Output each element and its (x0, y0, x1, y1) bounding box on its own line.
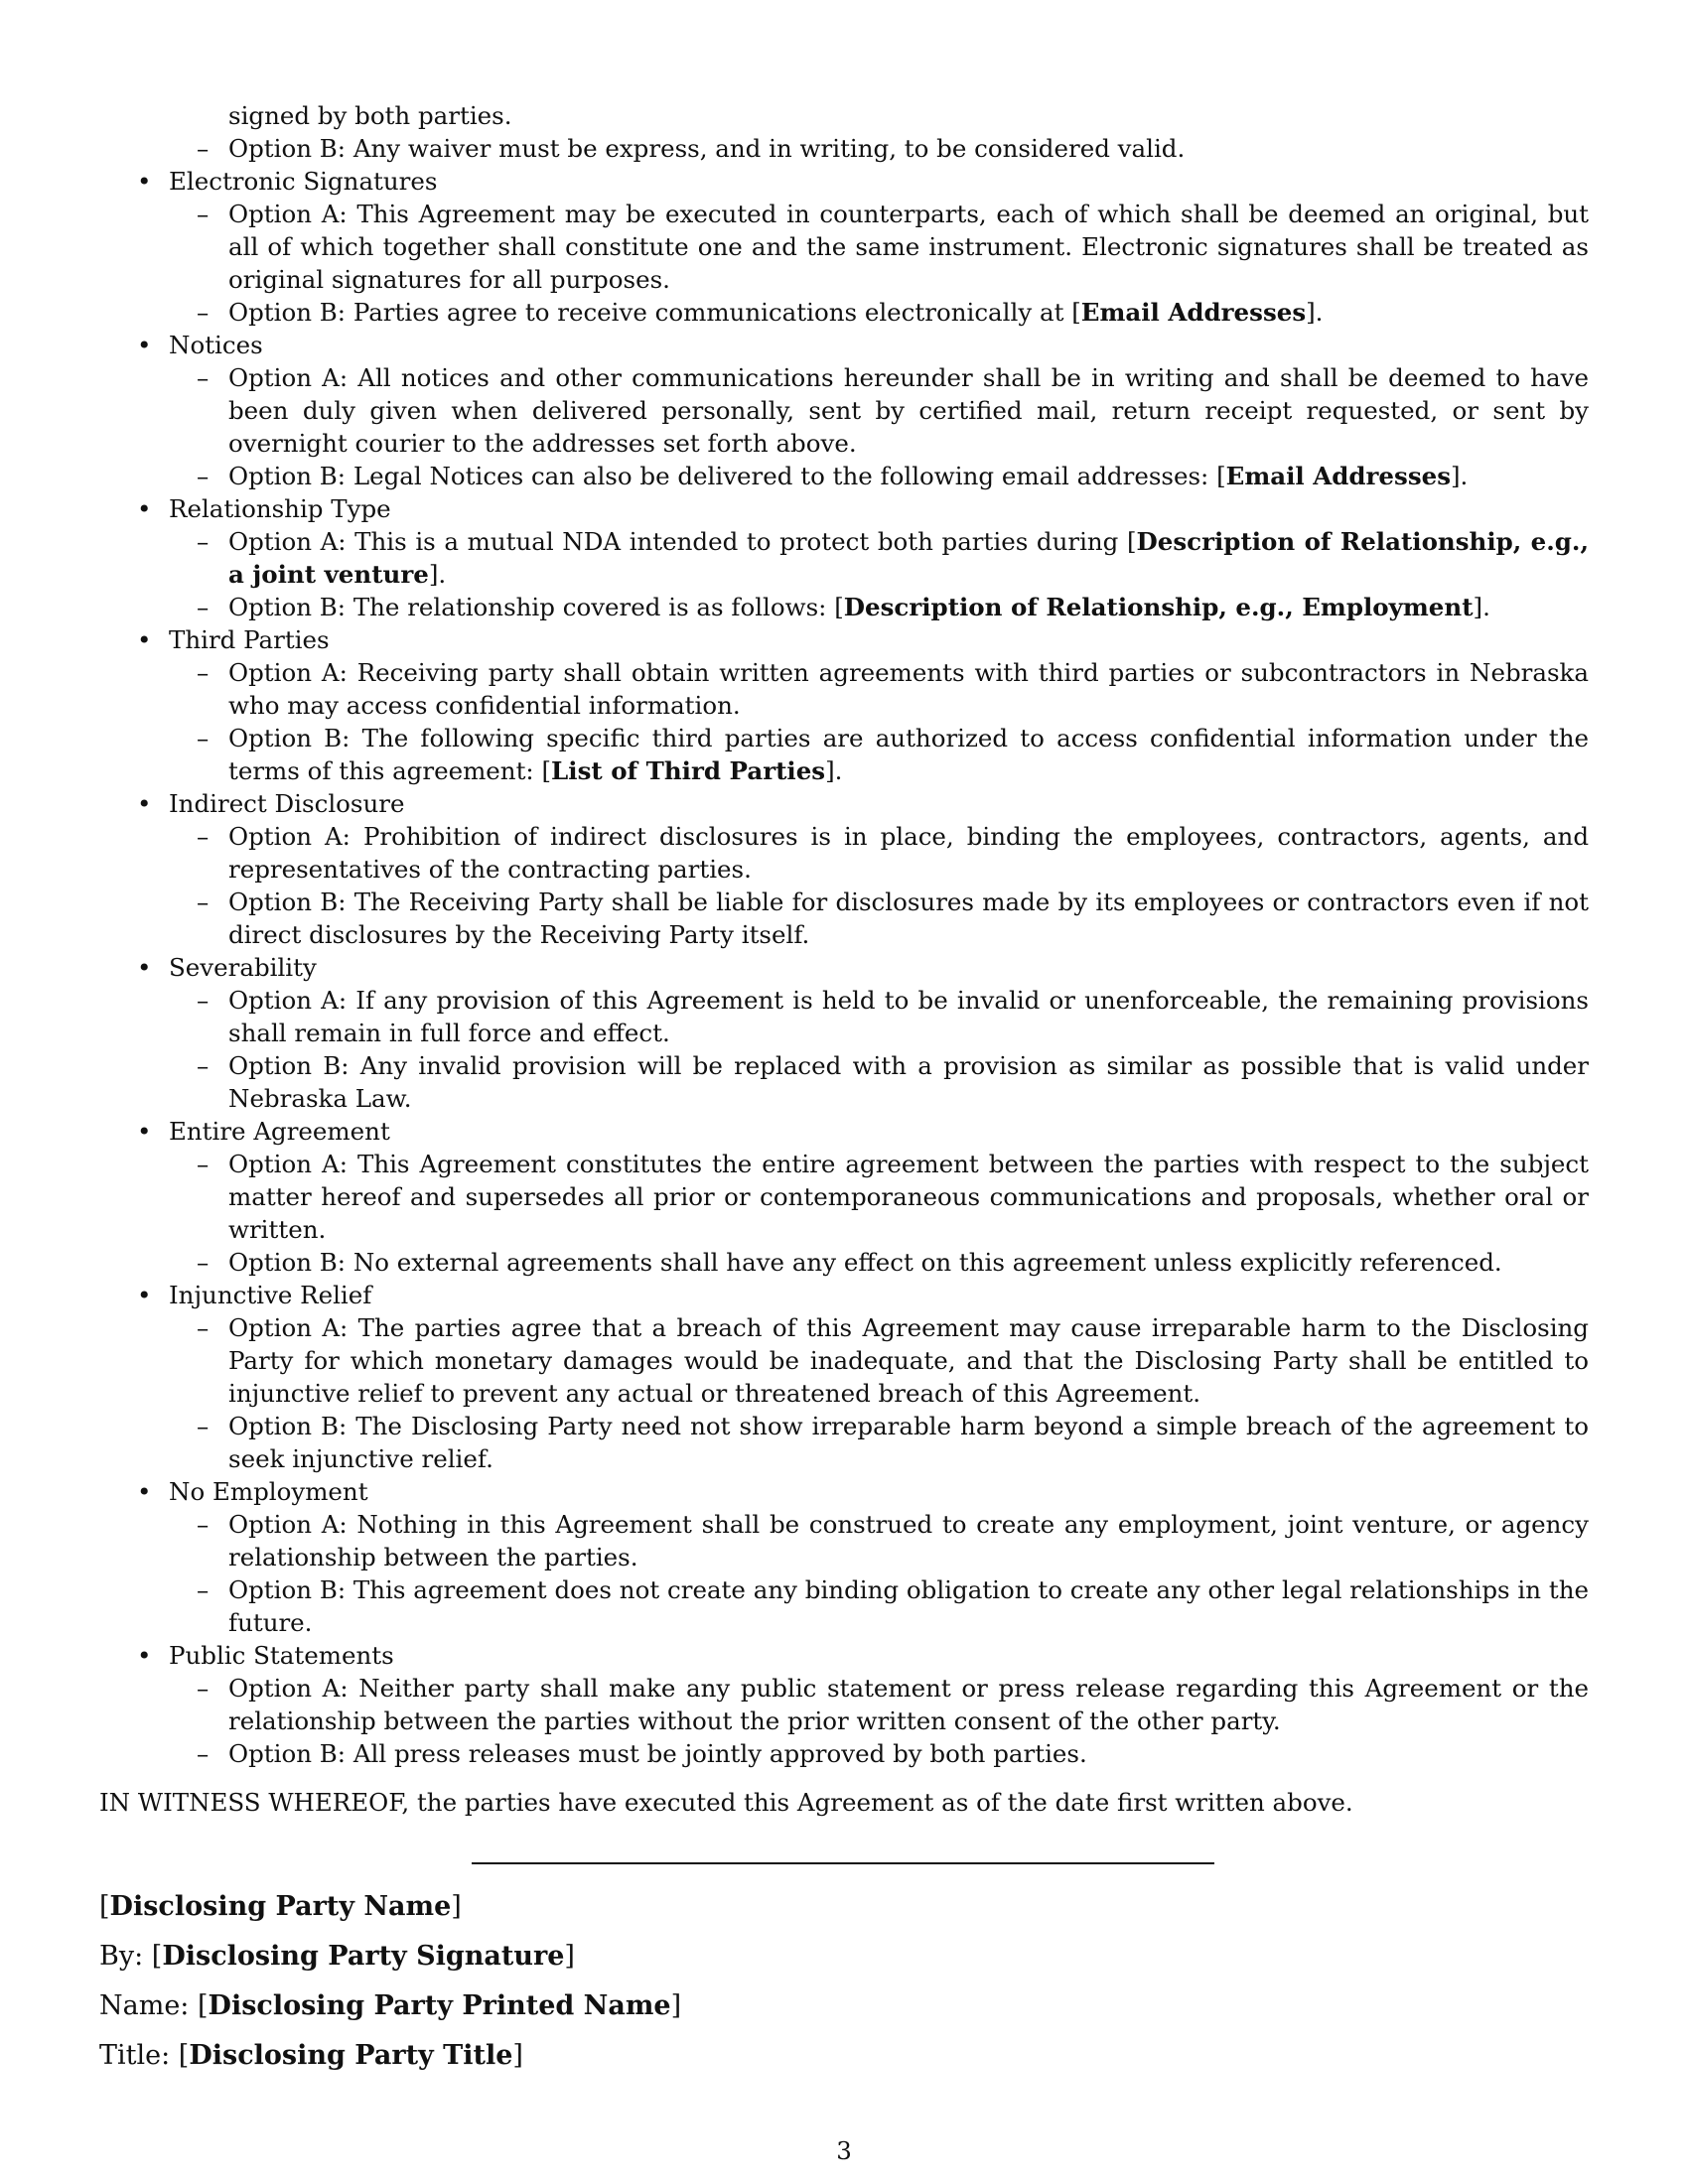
continued-text: signed by both parties. (228, 101, 512, 130)
option-text: Option B: This agreement does not create any binding obligation to create any other legal relationships in the future. (228, 1575, 1589, 1637)
clause-item (99, 492, 1589, 623)
clause-item (99, 329, 1589, 492)
placeholder-field: List of Third Parties (551, 756, 826, 785)
option-list (169, 1508, 1589, 1639)
placeholder-field: Description of Relationship, e.g., Employment (843, 593, 1474, 621)
option-text: Option A: If any provision of this Agreement is held to be invalid or unenforceable, the remaining provisions shall remain in full force and effect. (228, 986, 1589, 1047)
option-item (169, 886, 1589, 951)
option-item (169, 820, 1589, 886)
placeholder-field: Email Addresses (1225, 462, 1451, 490)
clause-item (99, 787, 1589, 951)
option-list (169, 1148, 1589, 1279)
option-text: Option B: The Receiving Party shall be liable for disclosures made by its employees or contractors even if not direct disclosures by the Receiving Party itself. (228, 887, 1589, 949)
option-item (169, 1246, 1589, 1279)
placeholder-field: Email Addresses (1080, 298, 1307, 327)
option-item (169, 1672, 1589, 1737)
option-text: Option A: Nothing in this Agreement shall be construed to create any employment, joint venture, or agency relationship between the parties. (228, 1510, 1589, 1571)
option-text: Option A: This Agreement constitutes the entire agreement between the parties with respect to the subject matter hereof and supersedes all prior or contemporaneous communications and proposals, whether oral or written. (228, 1150, 1589, 1244)
option-text: Option B: All press releases must be jointly approved by both parties. (228, 1739, 1087, 1768)
clause-list (99, 165, 1589, 1770)
continued-section (99, 99, 1589, 165)
name-line: Name: [Disclosing Party Printed Name] (99, 1990, 682, 2021)
option-list (169, 361, 1589, 492)
option-text: Option B: Any invalid provision will be replaced with a provision as similar as possible that is valid under Nebraska Law. (228, 1051, 1589, 1113)
title-label: Title: (99, 2040, 171, 2071)
option-list (169, 984, 1589, 1115)
title-value: Disclosing Party Title (189, 2040, 513, 2071)
page-number: 3 (836, 2136, 852, 2165)
option-item (169, 1573, 1589, 1639)
option-item (169, 1049, 1589, 1115)
clause-title: • Public Statements (169, 1641, 394, 1670)
by-line: By: [Disclosing Party Signature] (99, 1941, 575, 1972)
name-value: Disclosing Party Printed Name (208, 1990, 671, 2021)
clause-title: • Injunctive Relief (169, 1281, 372, 1309)
document-body (99, 99, 1589, 2081)
option-text: Option B: Legal Notices can also be delivered to the following email addresses: [ (228, 462, 1226, 490)
option-suffix: ]. (1306, 298, 1324, 327)
option-suffix: ]. (825, 756, 843, 785)
option-text: Option B: Parties agree to receive communications electronically at [ (228, 298, 1081, 327)
by-label: By: (99, 1941, 144, 1972)
party-name: Disclosing Party Name (109, 1891, 452, 1922)
continued-options (169, 132, 1589, 165)
option-item (169, 722, 1589, 787)
option-item: – Option B: Any waiver must be express, and in writing, to be considered valid. (169, 132, 1589, 165)
option-item (169, 1508, 1589, 1573)
option-suffix: ]. (1451, 462, 1469, 490)
clause-item (99, 623, 1589, 787)
option-suffix: ]. (1473, 593, 1490, 621)
option-text: Option A: The parties agree that a breach of this Agreement may cause irreparable harm to the Disclosing Party for which monetary damages would be inadequate, and that the Disclosing Party shall be entitled to injunctive relief to prevent any actual or threatened breach of this Agreement. (228, 1313, 1589, 1408)
option-item (169, 361, 1589, 460)
clause-title: • No Employment (169, 1477, 368, 1506)
option-suffix: ]. (428, 560, 447, 589)
clause-title: • Notices (169, 331, 263, 359)
clause-title: • Entire Agreement (169, 1117, 390, 1146)
option-text: Option A: This Agreement may be executed in counterparts, each of which shall be deemed an original, but all of which together shall constitute one and the same instrument. Electronic signatures shall be treated as original signatures for all purposes. (228, 200, 1589, 294)
clause-title: • Electronic Signatures (169, 167, 438, 196)
option-text: Option A: Prohibition of indirect disclosures is in place, binding the employees, contractors, agents, and representatives of the contracting parties. (228, 822, 1589, 884)
option-item (169, 296, 1589, 329)
by-value: Disclosing Party Signature (162, 1941, 565, 1972)
clause-title: • Indirect Disclosure (169, 789, 405, 818)
option-item (169, 525, 1589, 591)
party-name-line: [Disclosing Party Name] (99, 1891, 462, 1922)
clause-item (99, 1475, 1589, 1639)
title-line: Title: [Disclosing Party Title] (99, 2040, 523, 2071)
option-item (169, 984, 1589, 1049)
option-list (169, 525, 1589, 623)
option-item (169, 591, 1589, 623)
option-text: Option A: Receiving party shall obtain written agreements with third parties or subcontractors in Nebraska who may access confidential information. (228, 658, 1589, 720)
clause-item (99, 1115, 1589, 1279)
clause-item (99, 951, 1589, 1115)
option-list (169, 1311, 1589, 1475)
option-item (169, 1737, 1589, 1770)
name-label: Name: (99, 1990, 190, 2021)
clause-item (99, 1279, 1589, 1475)
signature-block (99, 1882, 1589, 2081)
option-text: Option A: Neither party shall make any public statement or press release regarding this Agreement or the relationship between the parties without the prior written consent of the other party. (228, 1674, 1589, 1735)
option-text: Option A: This is a mutual NDA intended to protect both parties during [ (228, 527, 1137, 556)
option-text: Option A: All notices and other communications hereunder shall be in writing and shall be deemed to have been duly given when delivered personally, sent by certified mail, return receipt requested, or sent by overnight courier to the addresses set forth above. (228, 363, 1589, 458)
clause-item (99, 165, 1589, 329)
clause-title: • Severability (169, 953, 317, 982)
option-text: Option B: The Disclosing Party need not show irreparable harm beyond a simple breach of the agreement to seek injunctive relief. (228, 1412, 1589, 1473)
option-item (169, 1410, 1589, 1475)
option-list (169, 198, 1589, 329)
option-item (169, 656, 1589, 722)
option-list (169, 656, 1589, 787)
option-text: Option B: The relationship covered is as follows: [ (228, 593, 844, 621)
option-list (169, 820, 1589, 951)
option-text: Option B: No external agreements shall have any effect on this agreement unless explicitly referenced. (228, 1248, 1502, 1277)
placeholder-field: Description of Relationship, e.g., a joint venture (228, 527, 1589, 589)
clause-title: • Relationship Type (169, 494, 391, 523)
signature-line (472, 1862, 1214, 1864)
option-text: Option B: The following specific third parties are authorized to access confidential information under the terms of this agreement: [ (228, 724, 1589, 785)
option-list (169, 1672, 1589, 1770)
option-item (169, 1148, 1589, 1246)
clause-title: • Third Parties (169, 625, 330, 654)
option-item (169, 1311, 1589, 1410)
option-item (169, 198, 1589, 296)
witness-statement: IN WITNESS WHEREOF, the parties have executed this Agreement as of the date first written above. (99, 1788, 1353, 1817)
option-item (169, 460, 1589, 492)
clause-item (99, 1639, 1589, 1770)
